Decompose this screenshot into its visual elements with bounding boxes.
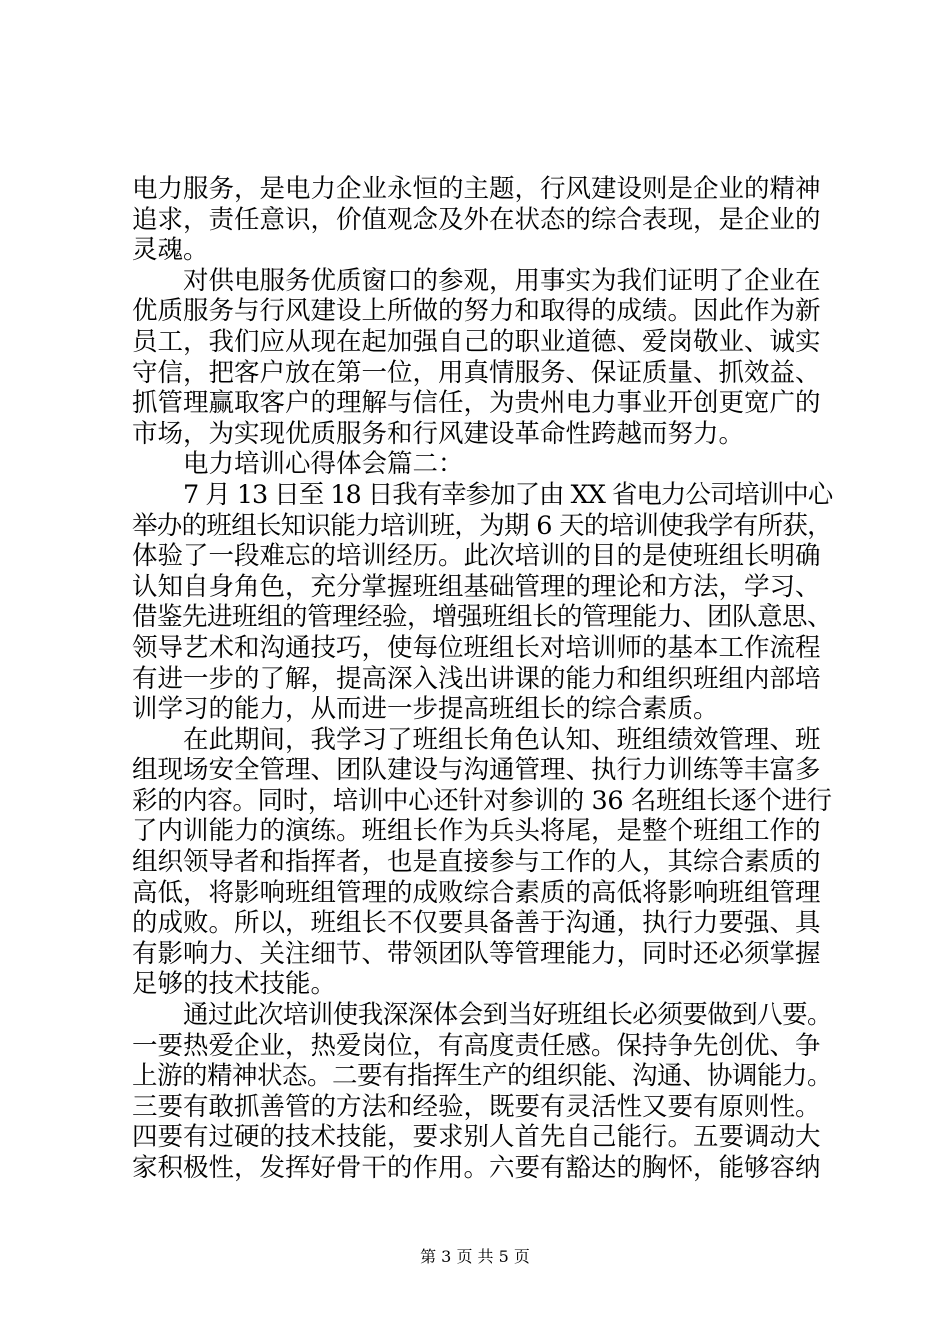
text-line: 彩的内容。同时，培训中心还针对参训的 36 名班组长逐个进行 <box>132 785 832 816</box>
text-line: 优质服务与行风建设上所做的努力和取得的成绩。因此作为新 <box>132 296 821 327</box>
text-line: 上游的精神状态。二要有指挥生产的组织能、沟通、协调能力。 <box>132 1061 833 1092</box>
text-line: 通过此次培训使我深深体会到当好班组长必须要做到八要。 <box>183 1000 833 1031</box>
text-line: 领导艺术和沟通技巧，使每位班组长对培训师的基本工作流程 <box>132 632 821 663</box>
text-line: 四要有过硬的技术技能，要求别人首先自己能行。五要调动大 <box>132 1122 821 1153</box>
document-body <box>132 174 832 1184</box>
text-line: 三要有敢抓善管的方法和经验，既要有灵活性又要有原则性。 <box>132 1091 821 1122</box>
text-line: 市场，为实现优质服务和行风建设革命性跨越而努力。 <box>132 418 745 449</box>
text-line: 足够的技术技能。 <box>132 969 337 1000</box>
text-line: 对供电服务优质窗口的参观，用事实为我们证明了企业在 <box>183 265 821 296</box>
text-line: 组织领导者和指挥者，也是直接参与工作的人，其综合素质的 <box>132 847 821 878</box>
text-line: 有进一步的了解，提高深入浅出讲课的能力和组织班组内部培 <box>132 663 821 694</box>
text-line: 高低，将影响班组管理的成败综合素质的高低将影响班组管理 <box>132 877 821 908</box>
text-line: 员工，我们应从现在起加强自己的职业道德、爱岗敬业、诚实 <box>132 326 821 357</box>
text-line: 体验了一段难忘的培训经历。此次培训的目的是使班组长明确 <box>132 541 821 572</box>
page-number-footer: 第 3 页 共 5 页 <box>420 1247 530 1266</box>
text-line: 了内训能力的演练。班组长作为兵头将尾，是整个班组工作的 <box>132 816 821 847</box>
text-line: 组现场安全管理、团队建设与沟通管理、执行力训练等丰富多 <box>132 755 821 786</box>
text-line: 借鉴先进班组的管理经验，增强班组长的管理能力、团队意思、 <box>132 602 833 633</box>
text-line: 守信，把客户放在第一位，用真情服务、保证质量、抓效益、 <box>132 357 821 388</box>
text-line: 灵魂。 <box>132 235 209 266</box>
text-line: 电力服务，是电力企业永恒的主题，行风建设则是企业的精神 <box>132 174 821 204</box>
text-line: 一要热爱企业，热爱岗位，有高度责任感。保持争先创优、争 <box>132 1030 821 1061</box>
text-line: 电力培训心得体会篇二： <box>183 449 464 480</box>
text-line: 训学习的能力，从而进一步提高班组长的综合素质。 <box>132 694 719 725</box>
text-line: 抓管理赢取客户的理解与信任，为贵州电力事业开创更宽广的 <box>132 388 821 419</box>
text-line: 认知自身角色，充分掌握班组基础管理的理论和方法，学习、 <box>132 571 821 602</box>
text-line: 的成败。所以，班组长不仅要具备善于沟通，执行力要强、具 <box>132 908 821 939</box>
text-line: 家积极性，发挥好骨干的作用。六要有豁达的胸怀，能够容纳 <box>132 1153 821 1183</box>
text-line: 追求，责任意识，价值观念及外在状态的综合表现，是企业的 <box>132 204 821 235</box>
text-line: 举办的班组长知识能力培训班，为期 6 天的培训使我学有所获， <box>132 510 832 541</box>
text-line: 在此期间，我学习了班组长角色认知、班组绩效管理、班 <box>183 724 821 755</box>
text-line: 7 月 13 日至 18 日我有幸参加了由 XX 省电力公司培训中心 <box>183 479 833 510</box>
text-line: 有影响力、关注细节、带领团队等管理能力，同时还必须掌握 <box>132 938 821 969</box>
